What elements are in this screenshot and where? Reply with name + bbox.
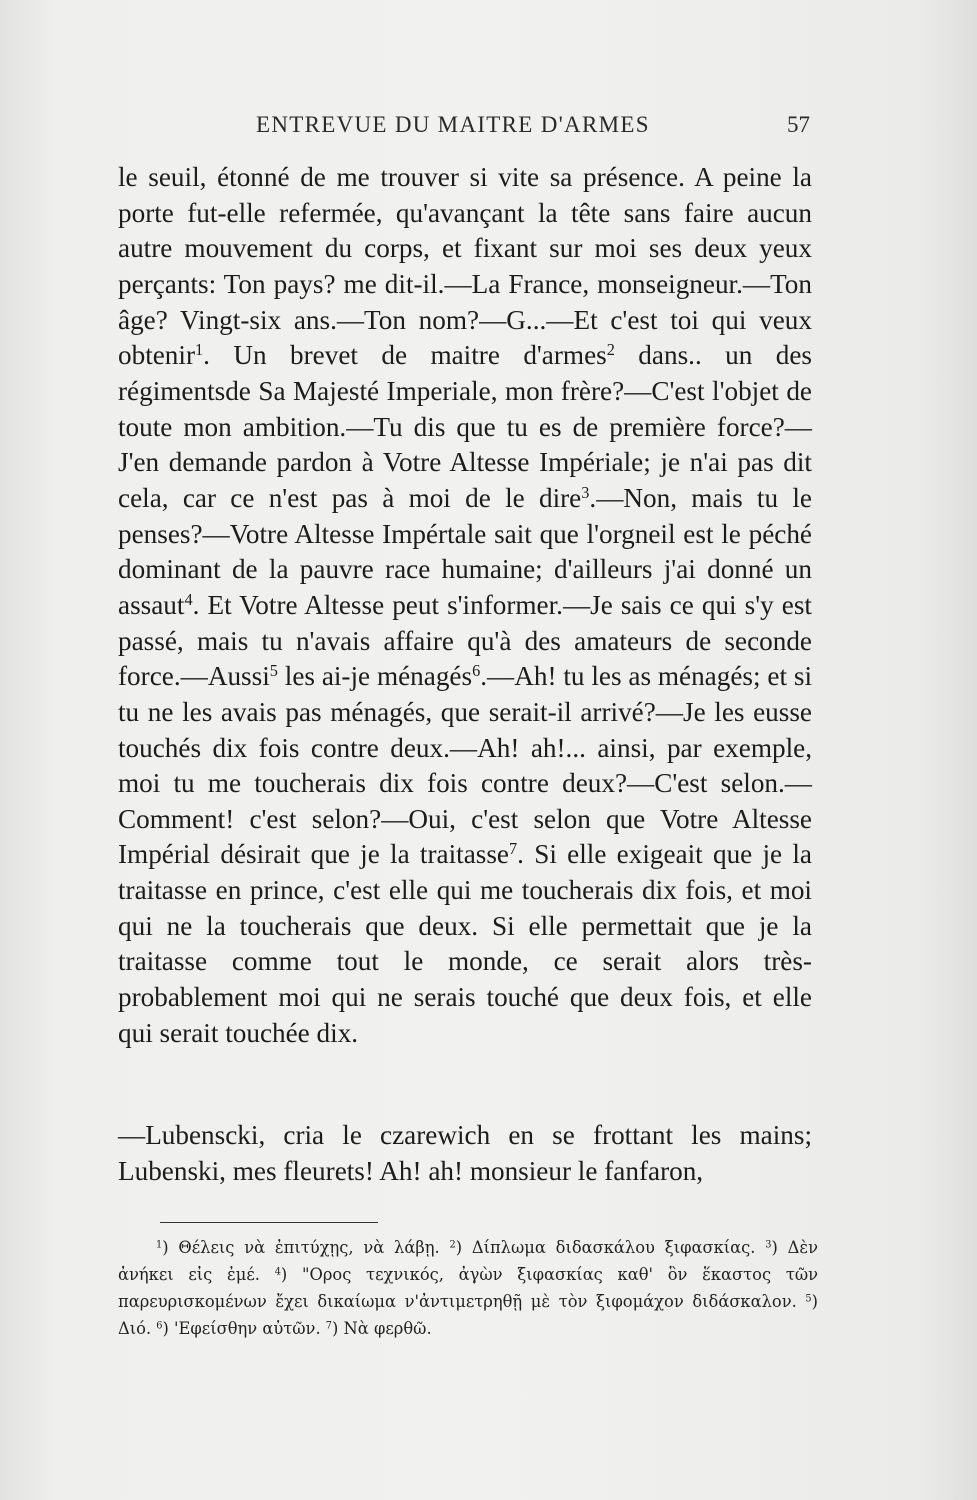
footnote-marker: 4 [274, 1266, 281, 1278]
footnote-ref: 5 [269, 661, 278, 681]
footnote-ref: 4 [184, 589, 193, 609]
footnote-text: ) Νὰ φερθῶ. [332, 1319, 432, 1338]
page-number: 57 [787, 112, 810, 137]
footnote-ref: 2 [606, 340, 615, 360]
page-header [118, 112, 810, 142]
paragraph-segment: . Et Votre Altesse peut s'informer.—Je sais ce qui s'y est passé, mais tu n'avais affaire qu'à des amateurs de seconde force.—Aussi [118, 589, 812, 692]
paragraph-segment: .—Ah! tu les as ménagés; et si tu ne les avais pas ménagés, que serait-il arrivé?—Je les eusse touchés dix fois contre deux.—Ah! ah!... ainsi, par exemple, moi tu me toucherais dix fois contre deux?—C'est selon.—Comment! c'est selon?—Oui, c'est selon que Votre Altesse Impérial désirait que je la traitasse [118, 661, 812, 870]
footnote-text: ) Δὲν ἀνήκει εἰς ἐμέ. [118, 1238, 818, 1284]
paragraph-segment: le seuil, étonné de me trouver si vite sa présence. A peine la porte fut-elle refermée, qu'avançant la tête sans faire aucun autre mouvement du corps, et fixant sur moi ses deux yeux perçants: Ton pays? me dit-il.—La France, monseigneur.—Ton âge? Vingt-six ans.—Ton nom?—G...—Et c'est toi qui veux obtenir [118, 162, 812, 371]
footnote-ref: 7 [509, 839, 518, 859]
paragraph-segment: . Si elle exigeait que je la traitasse en prince, c'est elle qui me toucherais dix fois, et moi qui ne la toucherais que deux. Si elle permettait que je la traitasse comme tout le monde, ce serait alors très-probablement moi qui ne serais touché que deux fois, et elle qui serait touchée dix. [118, 839, 812, 1048]
footnote-text: ) 'Εφείσθην αὐτῶν. [162, 1319, 326, 1338]
footnote-ref: 1 [195, 340, 204, 360]
body-paragraph-2 [118, 1118, 812, 1189]
footnote-marker: 1 [156, 1239, 163, 1251]
footnote-marker: 3 [765, 1239, 772, 1251]
body-paragraph-1 [118, 160, 812, 1051]
footnote-text: ) "Ορος τεχνικός, ἀγὼν ξιφασκίας καθ' ὃν ἕκαστος τῶν παρευρισκομένων ἔχει δικαίωμα ν'ἀντιμετρηθῇ μὲ τὸν ξιφομάχον διδάσκαλον. [118, 1265, 818, 1311]
footnote-text: ) Δίπλωμα διδασκάλου ξιφασκίας. [455, 1238, 766, 1257]
paragraph-segment: les ai-je ménagés [277, 661, 473, 692]
footnotes [118, 1234, 818, 1342]
footnote-ref: 6 [472, 661, 481, 681]
footnote-marker: 7 [325, 1320, 333, 1332]
running-title: ENTREVUE DU MAITRE D'ARMES [256, 112, 650, 137]
footnote-marker: 6 [156, 1320, 163, 1332]
paragraph-segment: —Lubenscki, cria le czarewich en se frottant les mains; Lubenski, mes fleurets! Ah! ah! monsieur le fanfaron, [118, 1120, 812, 1186]
footnote-divider [160, 1222, 378, 1223]
footnote-marker: 5 [805, 1293, 812, 1305]
footnote-text: ) Θέλεις νὰ ἐπιτύχῃς, νὰ λάβῃ. [162, 1238, 450, 1257]
footnote-marker: 2 [449, 1239, 456, 1251]
paragraph-segment: dans.. un des régimentsde Sa Majesté Imperiale, mon frère?—C'est l'objet de toute mon ambition.—Tu dis que tu es de première force?—J'en demande pardon à Votre Altesse Impériale; je n'ai pas dit cela, car ce n'est pas à moi de le dire [118, 340, 813, 513]
footnote-ref: 3 [581, 482, 590, 502]
paragraph-segment: .—Non, mais tu le penses?—Votre Altesse Impértale sait que l'orgneil est le péché dominant de la pauvre race humaine; d'ailleurs j'ai donné un assaut [118, 482, 812, 620]
footnote-text: ) Διό. [118, 1292, 818, 1338]
paragraph-segment: . Un brevet de maitre d'armes [203, 340, 607, 371]
